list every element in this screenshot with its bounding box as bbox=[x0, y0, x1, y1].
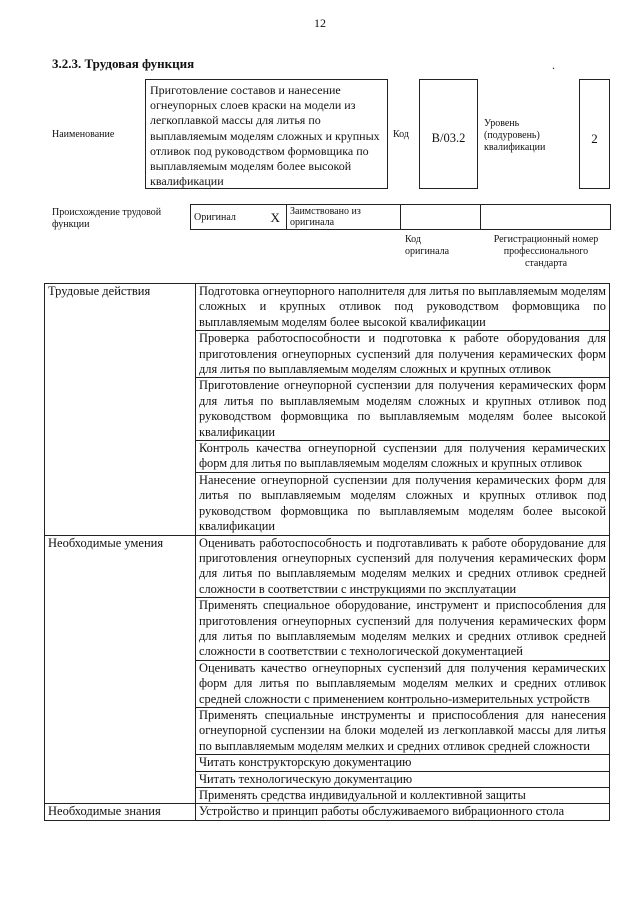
origin-table bbox=[190, 204, 611, 230]
original-label: Оригинал bbox=[191, 205, 265, 230]
item-cell: Читать конструкторскую документацию bbox=[196, 755, 610, 771]
function-details-table bbox=[44, 283, 610, 821]
function-name: Приготовление составов и нанесение огнеупорных слоев краски на модели из легкоплавкой массы для литья по выплавляемым моделям сложных и крупных отливок под руководством формовщика по выплавляемым моделям более высокой квалификации bbox=[145, 79, 388, 189]
code-label: Код bbox=[393, 129, 409, 140]
item-cell: Устройство и принцип работы обслуживаемого вибрационного стола bbox=[196, 804, 610, 820]
section-title: 3.2.3. Трудовая функция bbox=[52, 56, 195, 71]
item-cell: Приготовление огнеупорной суспензии для получения керамических форм для литья по выплавляемым моделям сложных и крупных отливок под руководством формовщика по выплавляемым моделям более высокой квалификации bbox=[196, 378, 610, 441]
code-value: В/03.2 bbox=[419, 79, 478, 189]
reg-number-label: Регистрационный номер профессионального стандарта bbox=[493, 234, 599, 269]
top-mark: . bbox=[552, 58, 555, 72]
item-cell: Проверка работоспособности и подготовка к работе оборудования для приготовления огнеупорных суспензий для получения керамических форм для литья по выплавляемым моделям сложных и крупных отливок bbox=[196, 331, 610, 378]
item-cell: Подготовка огнеупорного наполнителя для литья по выплавляемым моделям сложных и крупных отливок под руководством формовщика по выплавляемым моделям более высокой квалификации bbox=[196, 284, 610, 331]
item-cell: Читать технологическую документацию bbox=[196, 771, 610, 787]
category-cell: Необходимые умения bbox=[45, 535, 196, 804]
code-original-label: Код оригинала bbox=[405, 234, 450, 257]
origin-label: Происхождение трудовой функции bbox=[52, 207, 162, 230]
table-row bbox=[45, 284, 610, 331]
table-row bbox=[45, 804, 610, 820]
name-label: Наименование bbox=[52, 129, 115, 140]
item-cell: Применять специальное оборудование, инструмент и приспособления для приготовления огнеупорных суспензий для получения керамических форм для литья по выплавляемым моделям мелких и средних отливок средней сложности в соответствии с технологической документацией bbox=[196, 598, 610, 661]
category-cell: Необходимые знания bbox=[45, 804, 196, 820]
item-cell: Оценивать работоспособность и подготавливать к работе оборудование для приготовления огнеупорных суспензий для получения керамических форм для литья по выплавляемым моделям мелких и средних отливок средней сложности в соответствии с инструкциями по эксплуатации bbox=[196, 535, 610, 598]
level-label: Уровень (подуровень) квалификации bbox=[484, 118, 546, 153]
level-value: 2 bbox=[579, 79, 610, 189]
item-cell: Контроль качества огнеупорной суспензии для получения керамических форм для литья по выплавляемым моделям сложных и крупных отливок bbox=[196, 441, 610, 473]
item-cell: Оценивать качество огнеупорных суспензий для получения керамических форм для литья по выплавляемым моделям мелких и средних отливок средней сложности с применением контрольно-измерительных устройств bbox=[196, 660, 610, 707]
page-number: 12 bbox=[314, 16, 326, 30]
item-cell: Применять специальные инструменты и приспособления для нанесения огнеупорной суспензии на блоки моделей из легкоплавкой массы для литья по выплавляемым моделям мелких и средних отливок средней сложности bbox=[196, 707, 610, 754]
borrowed-label: Заимствовано из оригинала bbox=[287, 205, 401, 230]
category-cell: Трудовые действия bbox=[45, 284, 196, 536]
item-cell: Нанесение огнеупорной суспензии для получения керамических форм для литья по выплавляемым моделям сложных и крупных отливок под руководством формовщика по выплавляемым моделям более высокой квалификации bbox=[196, 472, 610, 535]
code-original-cell bbox=[401, 205, 481, 230]
reg-number-cell bbox=[481, 205, 611, 230]
item-cell: Применять средства индивидуальной и коллективной защиты bbox=[196, 788, 610, 804]
original-mark: X bbox=[265, 205, 287, 230]
table-row bbox=[45, 535, 610, 598]
